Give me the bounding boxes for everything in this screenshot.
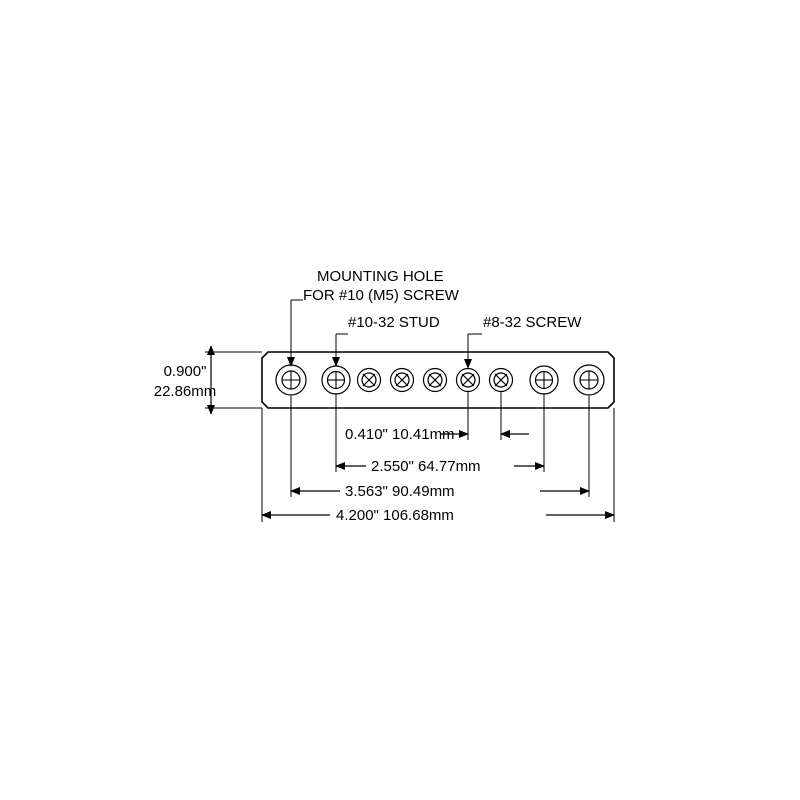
- stud-right: [530, 366, 558, 394]
- screw-label: #8-32 SCREW: [483, 313, 582, 331]
- dim-height: [154, 346, 262, 414]
- screw-2: [391, 369, 414, 392]
- dim-overall-label: 4.200" 106.68mm: [336, 506, 454, 524]
- dim-stud-span-label: 3.563" 90.49mm: [345, 482, 455, 500]
- stud-left: [322, 366, 350, 394]
- stud-label: #10-32 STUD: [348, 313, 440, 331]
- screw-3: [424, 369, 447, 392]
- dim-screw-span-label: 2.550" 64.77mm: [371, 457, 481, 475]
- screw-1: [358, 369, 381, 392]
- mounting-hole-label-line1: MOUNTING HOLE: [317, 267, 444, 285]
- dim-stud-spacing-label: 0.410" 10.41mm: [345, 425, 455, 443]
- mounting-hole-left: [276, 365, 306, 395]
- screw-4: [457, 369, 480, 392]
- dim-height-inches: 0.900": [163, 362, 207, 380]
- mounting-hole-right: [574, 365, 604, 395]
- mounting-hole-label-line2: FOR #10 (M5) SCREW: [303, 286, 459, 304]
- dim-height-mm: 22.86mm: [153, 382, 217, 400]
- screw-5: [490, 369, 513, 392]
